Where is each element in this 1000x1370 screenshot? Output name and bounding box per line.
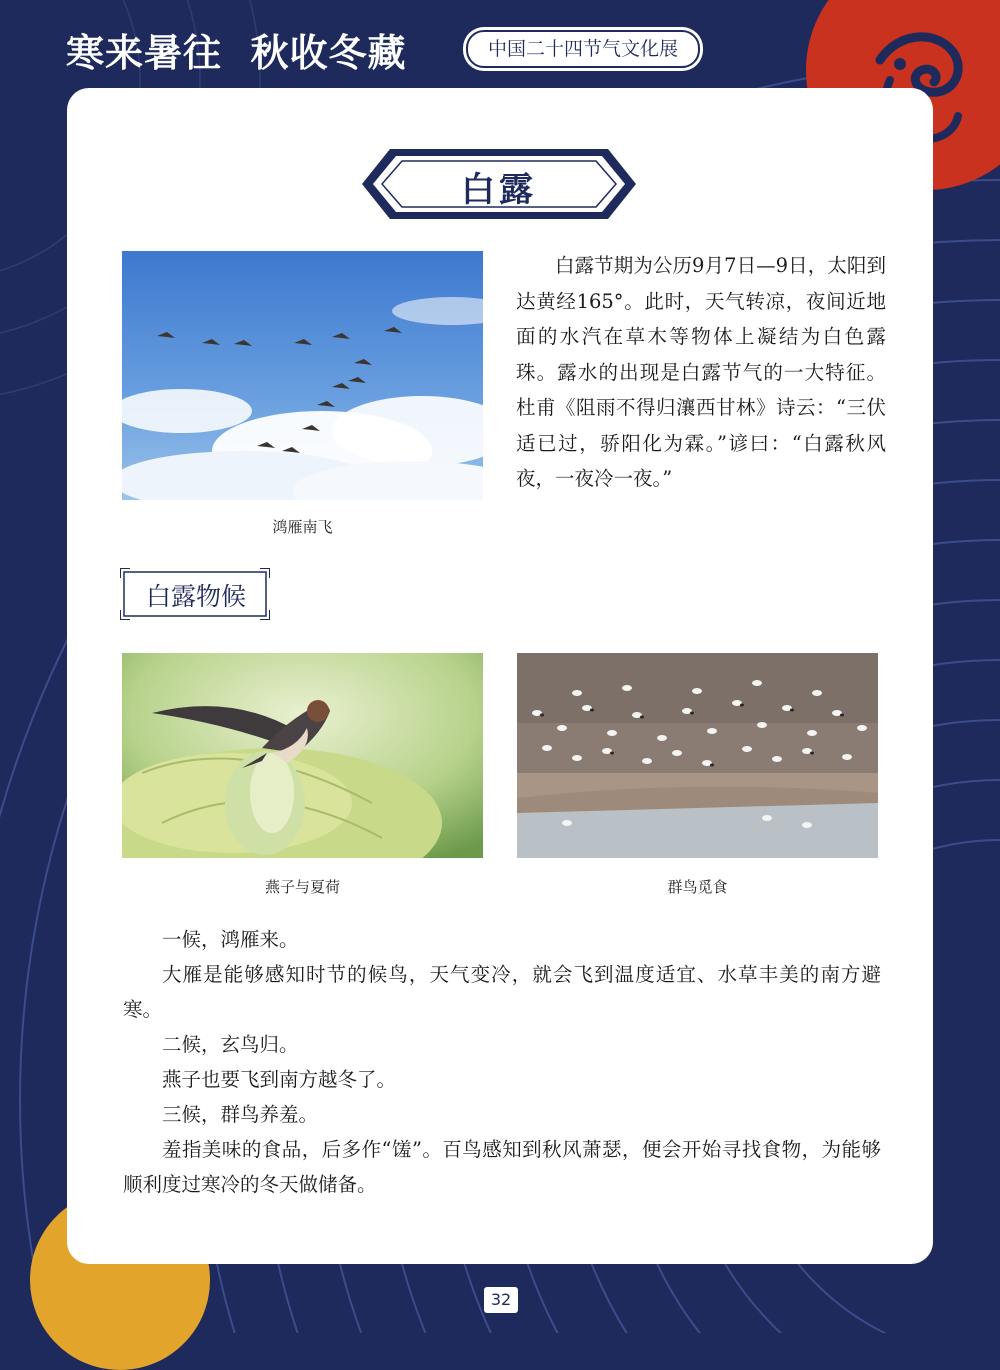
phenology-line: 二候，玄鸟归。 bbox=[162, 1033, 299, 1056]
photo-swallow bbox=[122, 653, 483, 858]
section-title: 白露物候 bbox=[145, 582, 246, 611]
phenology-line: 三候，群鸟养羞。 bbox=[162, 1103, 319, 1126]
phenology-line: 燕子也要飞到南方越冬了。 bbox=[162, 1068, 397, 1091]
phenology-text bbox=[123, 922, 881, 1202]
caption-swallow: 燕子与夏荷 bbox=[264, 878, 340, 896]
phenology-line: 羞指美味的食品，后多作“馐”。百鸟感知到秋风萧瑟，便会开始寻找食物，为能够顺利度过寒冷的冬天做储备。 bbox=[123, 1138, 881, 1196]
photo-geese bbox=[122, 251, 483, 500]
page-number: 32 bbox=[482, 1285, 520, 1315]
page-title: 白露 bbox=[461, 170, 537, 210]
intro-paragraph: 白露节期为公历9月7日—9日，太阳到达黄经165°。此时，天气转凉，夜间近地面的水汽在草木等物体上凝结为白色露珠。露水的出现是白露节气的一大特征。杜甫《阻雨不得归瀼西甘林》诗云：“三伏适已过，骄阳化为霖。”谚曰：“白露秋风夜，一夜冷一夜。” bbox=[516, 254, 886, 490]
photo-flock bbox=[517, 653, 878, 858]
header-title: 寒来暑往 秋收冬藏 bbox=[66, 31, 407, 75]
phenology-line: 大雁是能够感知时节的候鸟，天气变冷，就会飞到温度适宜、水草丰美的南方避寒。 bbox=[123, 963, 881, 1021]
caption-flock: 群鸟觅食 bbox=[667, 878, 728, 896]
exhibition-badge: 中国二十四节气文化展 bbox=[466, 30, 700, 68]
caption-geese: 鸿雁南飞 bbox=[272, 518, 333, 536]
phenology-line: 一候，鸿雁来。 bbox=[162, 928, 299, 951]
